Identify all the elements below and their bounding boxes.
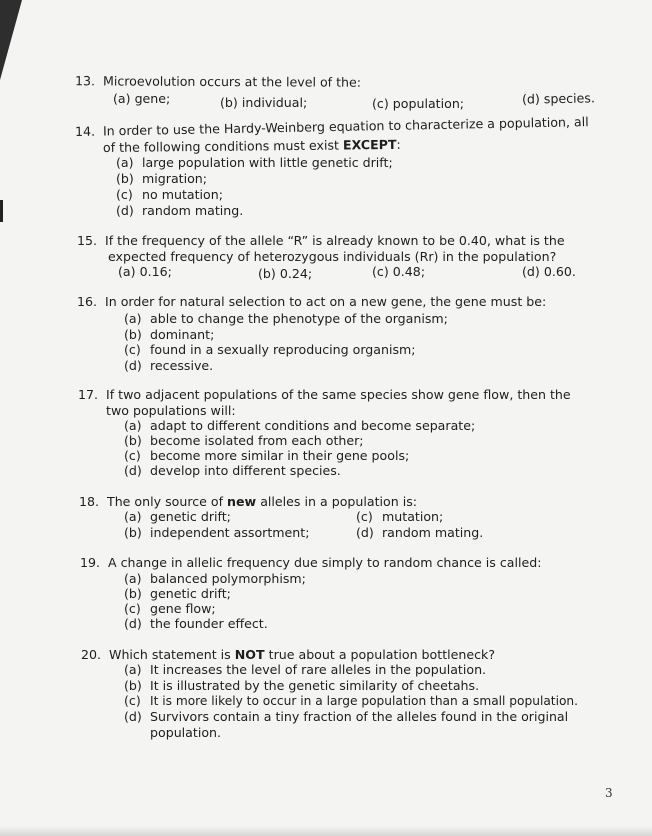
option-text: 0.60.: [543, 264, 576, 279]
question-number: 15.: [77, 233, 98, 248]
stem-emphasis: NOT: [234, 647, 265, 662]
option-letter: (a): [116, 155, 134, 170]
option-text: independent assortment;: [150, 525, 310, 540]
option-a: [118, 266, 172, 279]
question-number: 13.: [74, 73, 96, 89]
option-b: [116, 173, 207, 186]
option-b: [258, 268, 312, 281]
stem-text: Microevolution occurs at the level of the:: [102, 73, 362, 90]
question-stem: [78, 389, 571, 402]
option-text: able to change the phenotype of the organism;: [150, 311, 448, 326]
option-b: [124, 527, 309, 540]
option-text: genetic drift;: [150, 586, 231, 601]
option-letter: (d): [522, 264, 540, 279]
option-a: [124, 313, 448, 326]
option-text: migration;: [142, 171, 208, 186]
question-number: 19.: [80, 555, 101, 570]
option-letter: (c): [356, 509, 373, 524]
option-letter: (a): [124, 418, 142, 433]
question-number: 14.: [74, 123, 96, 139]
option-b: [220, 97, 307, 110]
option-b: [124, 435, 364, 448]
option-text: individual;: [241, 95, 308, 110]
option-d: [356, 527, 483, 540]
option-text: the founder effect.: [150, 616, 268, 631]
option-letter: (c): [124, 601, 141, 616]
stem-emphasis: new: [227, 494, 257, 509]
option-c: [356, 511, 443, 524]
option-text: large population with little genetic drift;: [142, 155, 393, 170]
option-d: [522, 266, 576, 279]
option-d: [522, 92, 595, 106]
option-letter: (b): [124, 327, 142, 342]
scan-bottom-shadow: [0, 826, 652, 836]
option-c: [124, 344, 416, 357]
option-c: [124, 695, 578, 708]
option-letter: (c): [124, 342, 141, 357]
question-stem: [80, 557, 541, 570]
stem-text: If two adjacent populations of the same species show gene flow, then the: [106, 387, 571, 402]
option-text: random mating.: [142, 203, 244, 218]
option-letter: (b): [124, 433, 142, 448]
option-letter: (a): [124, 662, 142, 677]
option-letter: (a): [113, 91, 131, 106]
option-text: no mutation;: [142, 187, 223, 202]
option-letter: (b): [124, 525, 142, 540]
option-letter: (b): [124, 586, 142, 601]
question-number: 16.: [77, 294, 98, 309]
option-letter: (c): [372, 264, 389, 279]
option-a: [124, 573, 306, 586]
option-text: random mating.: [382, 525, 484, 540]
option-c: [124, 603, 216, 616]
option-text: genetic drift;: [150, 509, 231, 524]
option-text: gene flow;: [150, 601, 216, 616]
option-letter: (d): [124, 709, 142, 724]
stem-continuation: expected frequency of heterozygous individuals (Rr) in the population?: [108, 249, 557, 264]
option-c: [124, 450, 409, 463]
option-d: [124, 360, 213, 373]
option-letter: (d): [124, 358, 142, 373]
option-text: become more similar in their gene pools;: [150, 448, 410, 463]
stem-text: In order for natural selection to act on a new gene, the gene must be:: [105, 294, 547, 309]
option-letter: (c): [372, 96, 389, 111]
page-number: 3: [605, 786, 613, 800]
question-stem: [75, 116, 589, 138]
option-letter: (d): [521, 91, 540, 107]
option-letter: (a): [124, 509, 142, 524]
option-letter: (a): [124, 311, 142, 326]
question-stem: [75, 75, 361, 89]
option-letter: (b): [116, 171, 134, 186]
stem-text: If the frequency of the allele “R” is already known to be 0.40, what is the: [105, 233, 565, 248]
option-text: adapt to different conditions and become separate;: [150, 418, 476, 433]
stem-text: The only source of: [107, 494, 224, 509]
stem-text: In order to use the Hardy-Weinberg equation to characterize a population, all: [102, 114, 589, 139]
option-text: species.: [543, 90, 596, 107]
option-text: found in a sexually reproducing organism;: [150, 342, 416, 357]
option-text: develop into different species.: [150, 463, 341, 478]
question-stem: [79, 496, 417, 509]
option-a: [124, 420, 475, 433]
option-b: [124, 588, 231, 601]
stem-continuation: two populations will:: [106, 403, 236, 418]
scan-edge-mark: [0, 200, 3, 222]
option-letter: (b): [220, 95, 238, 110]
option-letter: (a): [124, 571, 142, 586]
option-text: It is more likely to occur in a large population than a small population.: [150, 694, 579, 708]
scan-corner-shadow: [0, 0, 22, 80]
option-letter: (d): [124, 463, 142, 478]
option-a: [124, 511, 231, 524]
option-d-continuation: population.: [150, 725, 222, 740]
option-d: [124, 711, 568, 724]
option-letter: (a): [118, 264, 136, 279]
option-letter: (b): [258, 266, 276, 281]
option-letter: (c): [116, 187, 133, 202]
option-text: 0.48;: [392, 264, 426, 279]
option-letter: (d): [124, 616, 142, 631]
option-text: gene;: [134, 91, 171, 106]
option-d: [116, 205, 243, 218]
option-a: [113, 93, 170, 106]
option-text: 0.24;: [279, 266, 313, 281]
option-c: [372, 266, 425, 279]
stem-text: Which statement is: [109, 647, 231, 662]
option-b: [124, 680, 479, 693]
option-letter: (d): [356, 525, 374, 540]
option-c: [372, 98, 464, 111]
stem-continuation: [102, 136, 401, 155]
stem-emphasis: EXCEPT: [342, 136, 397, 153]
option-a: [116, 157, 393, 170]
option-text: become isolated from each other;: [150, 433, 364, 448]
option-letter: (c): [124, 448, 141, 463]
question-stem: [81, 649, 495, 662]
option-text: It is illustrated by the genetic similarity of cheetahs.: [150, 678, 480, 693]
option-text: Survivors contain a tiny fraction of the alleles found in the original: [150, 709, 569, 724]
question-number: 18.: [79, 494, 100, 509]
option-c: [116, 189, 223, 202]
option-a: [124, 664, 486, 677]
option-text: dominant;: [150, 327, 215, 342]
option-text: 0.16;: [139, 264, 172, 279]
option-letter: (b): [124, 678, 142, 693]
option-letter: (c): [124, 693, 141, 708]
option-text: recessive.: [150, 358, 214, 373]
question-number: 20.: [81, 647, 102, 662]
stem-text: of the following conditions must exist: [102, 137, 340, 155]
option-text: It increases the level of rare alleles in the population.: [150, 662, 487, 677]
option-text: population;: [392, 96, 465, 111]
question-stem: [77, 296, 546, 309]
option-text: balanced polymorphism;: [150, 571, 306, 586]
stem-text: :: [396, 136, 401, 152]
stem-text: true about a population bottleneck?: [268, 647, 496, 662]
option-d: [124, 465, 341, 478]
option-d: [124, 618, 268, 631]
stem-text: alleles in a population is:: [260, 494, 418, 509]
option-text: mutation;: [382, 509, 444, 524]
question-number: 17.: [78, 387, 99, 402]
question-stem: [77, 235, 565, 248]
stem-text: A change in allelic frequency due simply to random chance is called:: [108, 555, 542, 570]
option-b: [124, 329, 214, 342]
option-letter: (d): [116, 203, 134, 218]
